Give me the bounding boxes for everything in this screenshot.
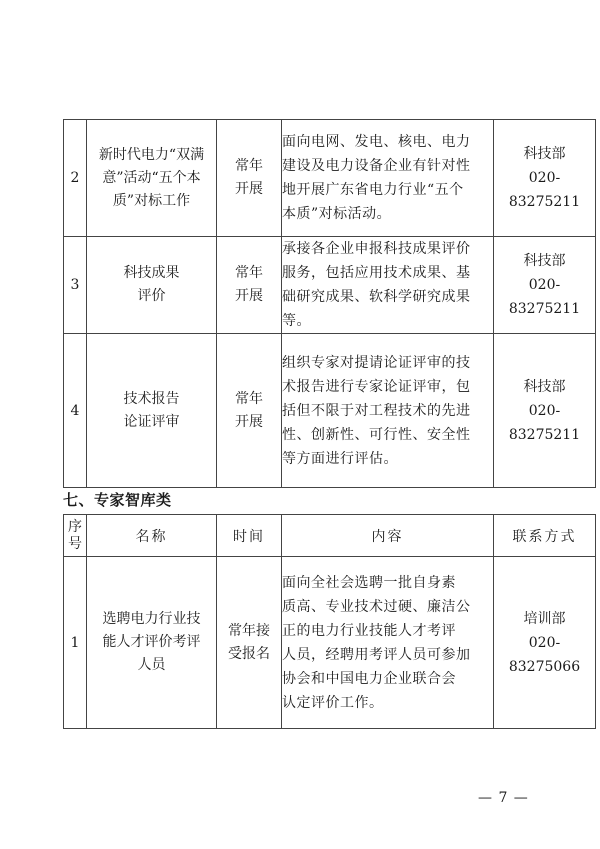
- service-table-continued: [63, 119, 596, 488]
- item-time: 常年 开展: [217, 120, 282, 237]
- header-number: 序 号: [64, 515, 87, 557]
- section-title: 七、专家智库类: [63, 491, 172, 509]
- item-content: 承接各企业申报科技成果评价 服务，包括应用技术成果、基 础研究成果、软科学研究成果 等。: [282, 237, 494, 334]
- page-number: — 7 —: [478, 790, 529, 806]
- item-content: 面向全社会选聘一批自身素 质高、专业技术过硬、廉洁公 正的电力行业技能人才考评 人员，经聘用考评人员可参加 协会和中国电力企业联合会 认定评价工作。: [282, 557, 494, 729]
- item-contact: 科技部 020-83275211: [494, 237, 596, 334]
- item-time: 常年 开展: [217, 334, 282, 488]
- item-time: 常年接 受报名: [217, 557, 282, 729]
- header-contact: 联系方式: [494, 515, 596, 557]
- table-row: [64, 237, 596, 334]
- table-row: [64, 120, 596, 237]
- row-number: 1: [64, 557, 87, 729]
- item-name: 科技成果 评价: [87, 237, 217, 334]
- item-name: 新时代电力“双满 意”活动“五个本 质”对标工作: [87, 120, 217, 237]
- row-number: 4: [64, 334, 87, 488]
- item-contact: 培训部 020-83275066: [494, 557, 596, 729]
- item-contact: 科技部 020-83275211: [494, 334, 596, 488]
- item-content: 组织专家对提请论证评审的技 术报告进行专家论证评审，包 括但不限于对工程技术的先进 性、创新性、可行性、安全性 等方面进行评估。: [282, 334, 494, 488]
- item-time: 常年 开展: [217, 237, 282, 334]
- row-number: 2: [64, 120, 87, 237]
- table-row: [64, 557, 596, 729]
- item-contact: 科技部 020-83275211: [494, 120, 596, 237]
- row-number: 3: [64, 237, 87, 334]
- expert-think-tank-table: [63, 514, 596, 729]
- item-content: 面向电网、发电、核电、电力 建设及电力设备企业有针对性 地开展广东省电力行业“五个 本质”对标活动。: [282, 120, 494, 237]
- table-header-row: [64, 515, 596, 557]
- item-name: 选聘电力行业技 能人才评价考评 人员: [87, 557, 217, 729]
- table-row: [64, 334, 596, 488]
- header-time: 时间: [217, 515, 282, 557]
- header-content: 内容: [282, 515, 494, 557]
- header-name: 名称: [87, 515, 217, 557]
- item-name: 技术报告 论证评审: [87, 334, 217, 488]
